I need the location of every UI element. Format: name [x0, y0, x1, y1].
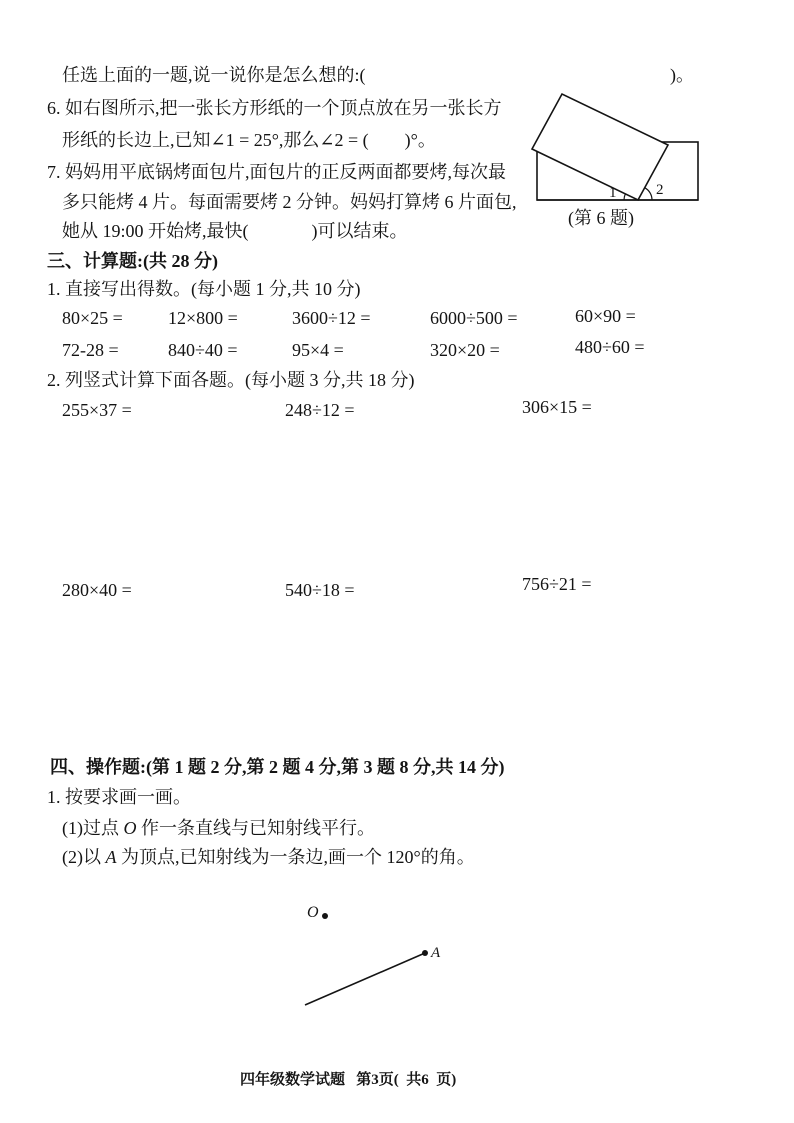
point-a-var: A — [105, 847, 117, 867]
ray-figure — [295, 895, 455, 1015]
intro-prompt: 任选上面的一题,说一说你是怎么想的:( — [62, 65, 366, 85]
point-o-label: O — [307, 904, 319, 921]
vertical-calc-item: 306×15 = — [522, 397, 592, 417]
direct-calc-item: 320×20 = — [430, 340, 500, 360]
page-footer: 四年级数学试题 第3页( 共6 页) — [240, 1072, 457, 1088]
q7-line1: 7. 妈妈用平底锅烤面包片,面包片的正反两面都要烤,每次最 — [47, 162, 506, 182]
direct-calc-item: 95×4 = — [292, 340, 344, 360]
angle2-label: 2 — [656, 182, 664, 198]
section3-title: 三、计算题:(共 28 分) — [47, 251, 218, 271]
direct-calc-item: 3600÷12 = — [292, 308, 371, 328]
section4-q1-item1: (1)过点 O 作一条直线与已知射线平行。 — [62, 818, 375, 838]
section3-part2-title: 2. 列竖式计算下面各题。(每小题 3 分,共 18 分) — [47, 370, 415, 390]
vertical-calc-item: 248÷12 = — [285, 400, 355, 420]
given-ray — [305, 953, 425, 1005]
direct-calc-item: 840÷40 = — [168, 340, 238, 360]
q6-line2: 形纸的长边上,已知∠1 = 25°,那么∠2 = ( )°。 — [62, 130, 436, 150]
point-a-dot — [422, 950, 428, 956]
q6-figure-caption: (第 6 题) — [568, 208, 634, 228]
point-o-dot — [322, 913, 328, 919]
point-o-var: O — [123, 818, 137, 838]
q6-figure — [525, 88, 710, 208]
section4-q1-item2: (2)以 A 为顶点,已知射线为一条边,画一个 120°的角。 — [62, 847, 475, 867]
vertical-calc-item: 255×37 = — [62, 400, 132, 420]
q6-line1: 6. 如右图所示,把一张长方形纸的一个顶点放在另一张长方 — [47, 98, 502, 118]
direct-calc-item: 72-28 = — [62, 340, 119, 360]
section4-title: 四、操作题:(第 1 题 2 分,第 2 题 4 分,第 3 题 8 分,共 14 分) — [50, 757, 505, 777]
point-a-label: A — [431, 945, 441, 961]
q7-line2: 多只能烤 4 片。每面需要烤 2 分钟。妈妈打算烤 6 片面包, — [62, 192, 517, 212]
vertical-calc-item: 756÷21 = — [522, 574, 592, 594]
angle1-label: 1 — [609, 185, 617, 201]
vertical-calc-item: 540÷18 = — [285, 580, 355, 600]
direct-calc-item: 80×25 = — [62, 308, 123, 328]
vertical-calc-item: 280×40 = — [62, 580, 132, 600]
direct-calc-item: 6000÷500 = — [430, 308, 518, 328]
intro-answer-close: )。 — [670, 65, 694, 85]
direct-calc-item: 12×800 = — [168, 308, 238, 328]
section3-part1-title: 1. 直接写出得数。(每小题 1 分,共 10 分) — [47, 279, 361, 299]
q7-line3: 她从 19:00 开始烤,最快( )可以结束。 — [62, 221, 408, 241]
direct-calc-item: 480÷60 = — [575, 337, 645, 357]
section4-q1-title: 1. 按要求画一画。 — [47, 787, 191, 807]
direct-calc-item: 60×90 = — [575, 306, 636, 326]
